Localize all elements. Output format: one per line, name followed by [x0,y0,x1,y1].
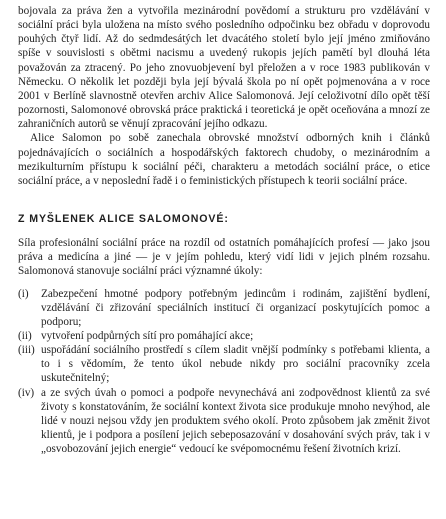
task-marker: (iv) [18,386,35,399]
task-text: Zabezpečení hmotné podpory potřebným jedincům i rodinám, zajištění bydlení, vzdělávání či zřizování speciálních institucí či organizací poskytujících pomoc a podporu; [41,287,430,328]
task-text: a ze svých úvah o pomoci a podpoře nevynechává ani zodpovědnost klientů za své životy s konstatováním, že sociální kontext života sice produkuje mnoho nevýhod, ale lidé v nouzi nejsou vždy jen produktem svého okolí. Proto způsobem jak změnit život klientů, je i podpora a posílení jejich sebeposazování v dosahování svých práv, tak i v „osvobozování jejich energie“ vedoucí ke svépomocnému řešení životních krizí. [41,386,430,456]
task-item [18,386,430,457]
section-heading: Z MYŠLENEK ALICE SALOMONOVÉ: [18,213,229,226]
body-paragraph: bojovala za práva žen a vytvořila mezinárodní povědomí a strukturu pro vzdělávání v sociální práci byla uložena na místo svého posledního odpočinku bez obřadu v doprovodu pouhých čtyř lidí. Až do sedmdesátých let dvacátého století bylo její jméno zmiňováno spíše v souvislosti s obětmi nacismu a uvedený rukopis jejích pamětí byl dlouhá léta považován za ztracený. Po jeho znovuobjevení byl přeložen a v roce 1983 publikován v Německu. O několik let později byla její bývalá škola po ní opět pojmenována a v roce 2001 v Berlíně slavnostně otevřen archiv Alice Salomonová. Její celoživotní dílo opět těší pozornosti, Salomonové obrovská práce praktická i teoretická je opět oceňována a mnozí ze zahraničních autorů se věnují zpracování jejího odkazu. [18,5,430,131]
intro-paragraph: Síla profesionální sociální práce na rozdíl od ostatních pomáhajících profesí — jako jsou práva a medicína a jiné — je v jejím pohledu, který vidí lidi v jejich plném rozsahu. Salomonová stanovuje sociální práci významné úkoly: [18,237,430,278]
task-item [18,329,430,343]
body-paragraph: Alice Salomon po sobě zanechala obrovské množství odborných knih i článků pojednávajících o sociálních a hospodářských faktorech chudoby, o mezinárodním a mezikulturním přístupu k sociální péči, charakteru a metodách sociální práce, o etice sociální práce, a v neposlední řadě i o feministických přístupech k teorii sociální práce. [18,132,430,187]
task-text: vytvoření podpůrných sítí pro pomáhající akce; [41,329,254,342]
task-item [18,343,430,385]
task-marker: (i) [18,287,29,300]
task-list [18,287,430,457]
task-marker: (iii) [18,344,35,357]
task-item [18,287,430,329]
task-marker: (ii) [18,329,32,342]
task-text: uspořádání sociálního prostředí s cílem sladit vnější podmínky s potřebami klienta, a to i s vědomím, že tento úkol nebude nikdy pro sociální pracovníky zcela uskutečnitelný; [41,344,430,385]
